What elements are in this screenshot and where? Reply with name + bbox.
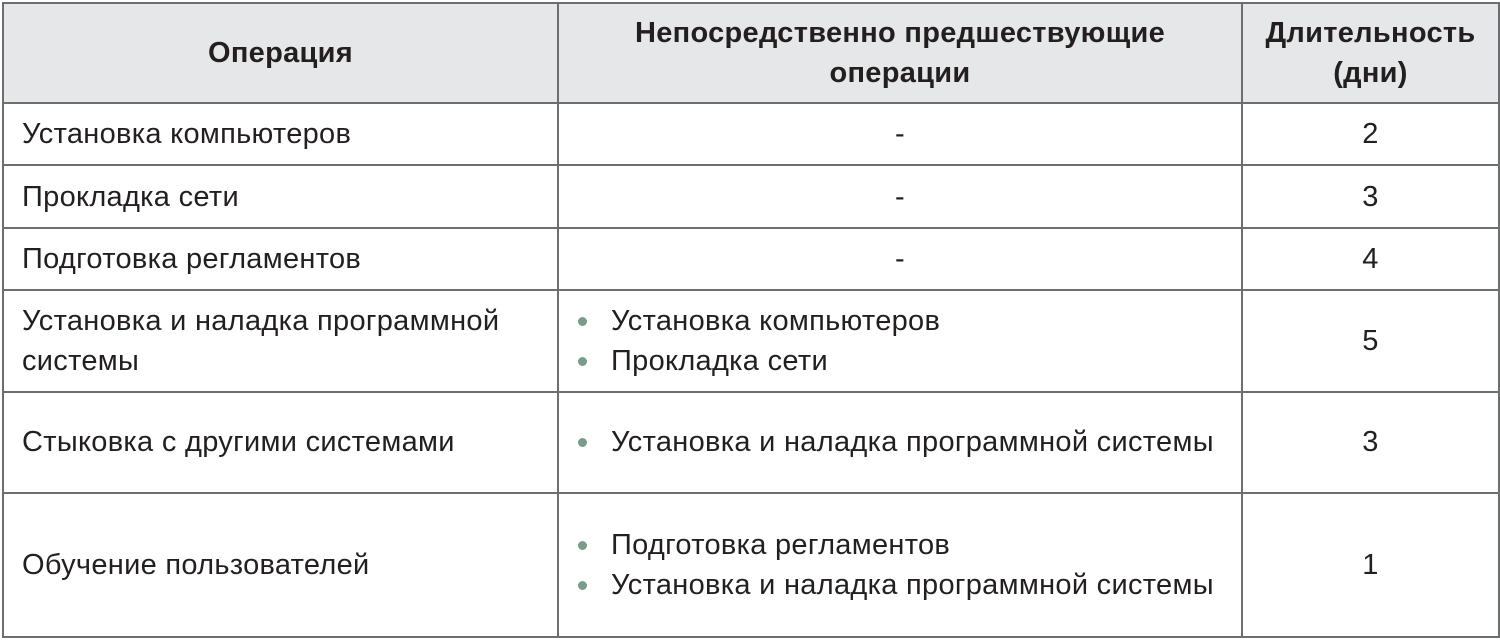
table-row [3, 493, 1499, 637]
predecessors-cell [558, 290, 1242, 392]
operation-cell: Прокладка сети [3, 165, 558, 227]
header-predecessors: Непосредственно предшествующие операции [558, 3, 1242, 103]
operation-cell: Установка и наладка программной системы [3, 290, 558, 392]
predecessors-cell: - [558, 165, 1242, 227]
header-row [3, 3, 1499, 103]
duration-cell: 1 [1242, 493, 1499, 637]
predecessors-list [559, 525, 1241, 605]
predecessor-item: Установка и наладка программной системы [611, 422, 1241, 462]
predecessors-cell: - [558, 228, 1242, 290]
table-row [3, 103, 1499, 165]
operation-cell: Стыковка с другими системами [3, 392, 558, 494]
duration-cell: 3 [1242, 392, 1499, 494]
predecessors-list [559, 422, 1241, 462]
operation-cell: Установка компьютеров [3, 103, 558, 165]
table-row [3, 290, 1499, 392]
operations-table [2, 2, 1500, 638]
predecessor-item: Установка компьютеров [611, 301, 1241, 341]
predecessor-item: Подготовка регламентов [611, 525, 1241, 565]
predecessor-item: Установка и наладка программной системы [611, 565, 1241, 605]
header-duration: Длительность (дни) [1242, 3, 1499, 103]
predecessors-list [559, 301, 1241, 381]
duration-cell: 3 [1242, 165, 1499, 227]
duration-cell: 5 [1242, 290, 1499, 392]
predecessors-cell [558, 392, 1242, 494]
header-operation: Операция [3, 3, 558, 103]
duration-cell: 4 [1242, 228, 1499, 290]
duration-cell: 2 [1242, 103, 1499, 165]
table-row [3, 392, 1499, 494]
table-row [3, 228, 1499, 290]
predecessor-item: Прокладка сети [611, 341, 1241, 381]
table-row [3, 165, 1499, 227]
predecessors-cell: - [558, 103, 1242, 165]
operation-cell: Подготовка регламентов [3, 228, 558, 290]
operation-cell: Обучение пользователей [3, 493, 558, 637]
predecessors-cell [558, 493, 1242, 637]
